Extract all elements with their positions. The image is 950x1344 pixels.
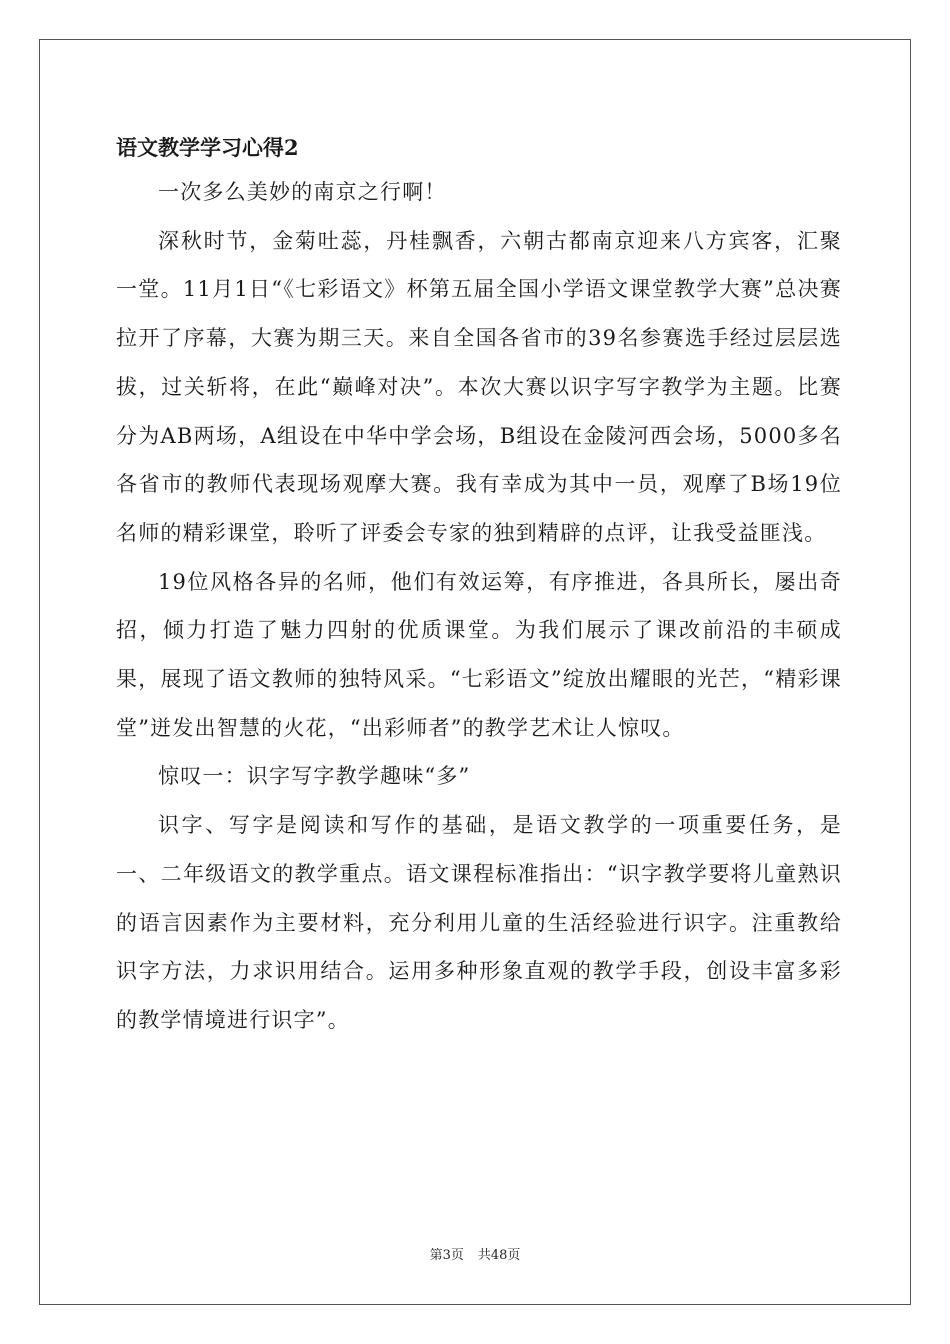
page-number: 第3页	[429, 1248, 464, 1263]
page-total: 共48页	[477, 1248, 521, 1263]
paragraph-literacy: 识字、写字是阅读和写作的基础，是语文教学的一项重要任务，是一、二年级语文的教学重点。语文课程标准指出：“识字教学要将儿童熟识的语言因素作为主要材料，充分利用儿童的生活经验进行识字。注重教给识字方法，力求识用结合。运用多种形象直观的教学手段，创设丰富多彩的教学情境进行识字”。	[116, 813, 842, 1032]
paragraph-teachers: 19位风格各异的名师，他们有效运筹，有序推进，各具所长，屡出奇招，倾力打造了魅力四射的优质课堂。为我们展示了课改前沿的丰硕成果，展现了语文教师的独特风采。“七彩语文”绽放出耀眼的光芒，“精彩课堂”迸发出智慧的火花，“出彩师者”的教学艺术让人惊叹。	[116, 569, 842, 740]
document-body	[116, 128, 842, 1045]
section-heading: 惊叹一：识字写字教学趣味“多”	[158, 764, 471, 789]
paragraph-intro: 一次多么美妙的南京之行啊！	[158, 180, 447, 204]
page-footer	[0, 1246, 950, 1266]
paragraph-event: 深秋时节，金菊吐蕊，丹桂飘香，六朝古都南京迎来八方宾客，汇聚一堂。11月1日“《七彩语文》杯第五届全国小学语文课堂教学大赛”总决赛拉开了序幕，大赛为期三天。来自全国各省市的39名参赛选手经过层层选拔，过关斩将，在此“巅峰对决”。本次大赛以识字写字教学为主题。比赛分为AB两场，A组设在中华中学会场，B组设在金陵河西会场，5000多名各省市的教师代表现场观摩大赛。我有幸成为其中一员，观摩了B场19位名师的精彩课堂，聆听了评委会专家的独到精辟的点评，让我受益匪浅。	[116, 228, 842, 545]
document-title: 语文教学学习心得2	[116, 135, 299, 160]
